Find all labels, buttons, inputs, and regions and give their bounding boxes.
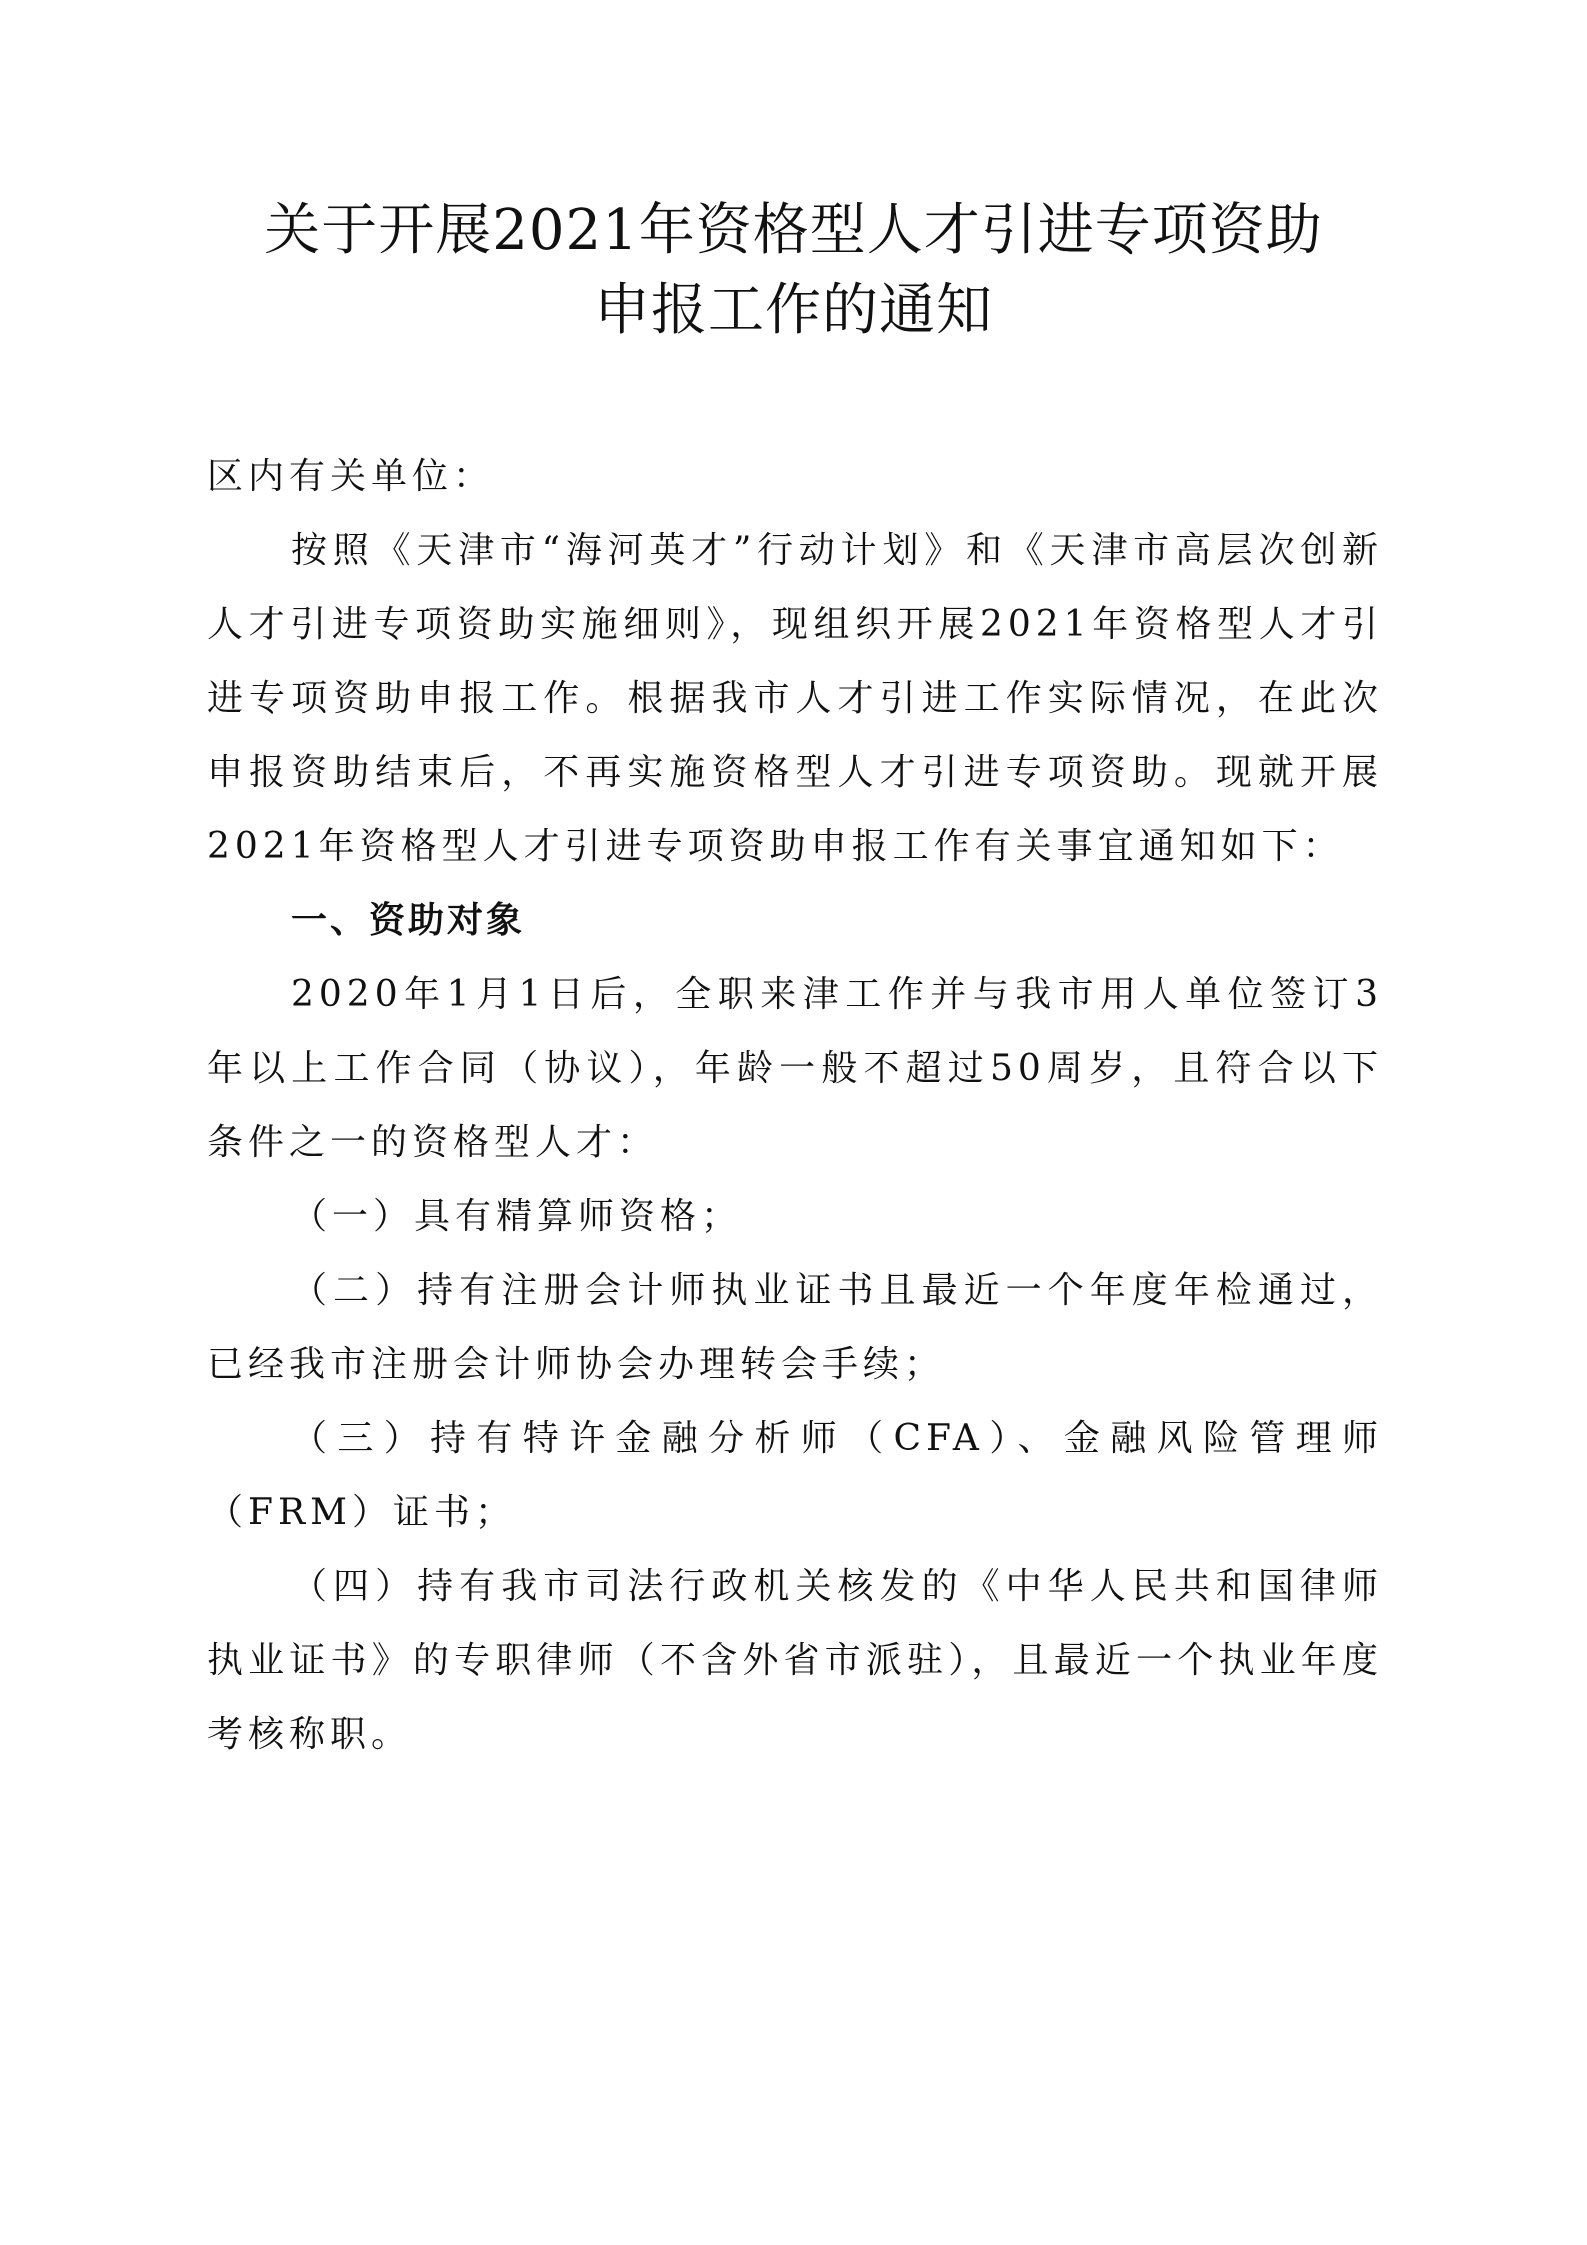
item-3: （三）持有特许金融分析师（CFA）、金融风险管理师（FRM）证书； <box>207 1418 1383 1533</box>
section1-heading: 一、资助对象 <box>291 900 526 941</box>
document-title-line1: 关于开展2021年资格型人才引进专项资助 <box>264 198 1323 263</box>
section1-paragraph: 2020年1月1日后，全职来津工作并与我市用人单位签订3年以上工作合同（协议），年龄一般不超过50周岁，且符合以下条件之一的资格型人才： <box>207 974 1383 1163</box>
salutation: 区内有关单位： <box>207 456 495 497</box>
document-body <box>207 440 1383 1772</box>
intro-paragraph: 按照《天津市“海河英才”行动计划》和《天津市高层次创新人才引进专项资助实施细则》，现组织开展2021年资格型人才引进专项资助申报工作。根据我市人才引进工作实际情况，在此次申报资助结束后，不再实施资格型人才引进专项资助。现就开展2021年资格型人才引进专项资助申报工作有关事宜通知如下： <box>207 530 1383 867</box>
document-title-line2: 申报工作的通知 <box>594 278 993 343</box>
item-4: （四）持有我市司法行政机关核发的《中华人民共和国律师执业证书》的专职律师（不含外省市派驻），且最近一个执业年度考核称职。 <box>207 1566 1383 1755</box>
item-2: （二）持有注册会计师执业证书且最近一个年度年检通过，已经我市注册会计师协会办理转会手续； <box>207 1270 1383 1385</box>
item-1: （一）具有精算师资格； <box>291 1196 743 1237</box>
